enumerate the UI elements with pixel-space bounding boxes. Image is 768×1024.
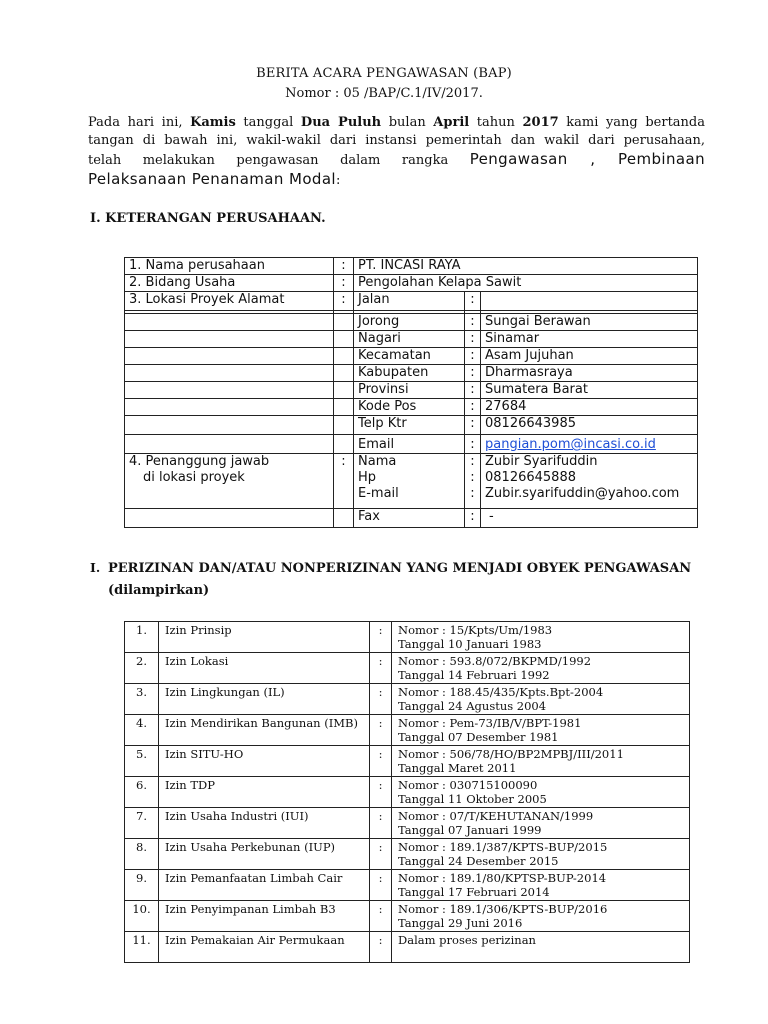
company-info-table <box>124 257 698 528</box>
permit-detail <box>392 746 690 777</box>
intro-month: April <box>433 115 470 130</box>
permit-nomor: Nomor : 593.8/072/BKPMD/1992 <box>398 654 592 668</box>
permit-detail <box>392 653 690 684</box>
permit-nomor: Dalam proses perizinan <box>398 933 536 947</box>
table-row: 4. Penanggung jawab di lokasi proyek : Nama Hp E-mail : : : Zubir Syarifuddin 08126645888 Zubir.syarifuddin@yahoo.com <box>125 454 698 509</box>
permit-tanggal: Tanggal 17 Februari 2014 <box>398 885 550 899</box>
permit-name: Izin SITU-HO <box>159 746 370 777</box>
section-2-number: I. <box>90 560 101 575</box>
permit-tanggal: Tanggal 07 Januari 1999 <box>398 823 542 837</box>
permit-name: Izin Usaha Perkebunan (IUP) <box>159 839 370 870</box>
permit-name: Izin Pemanfaatan Limbah Cair <box>159 870 370 901</box>
address-value: Sumatera Barat <box>481 382 698 399</box>
permit-detail <box>392 839 690 870</box>
permit-number: 3. <box>125 684 159 715</box>
table-row: Nagari : Sinamar <box>125 331 698 348</box>
permit-detail <box>392 932 690 963</box>
permit-detail <box>392 901 690 932</box>
responsible-label: 4. Penanggung jawab <box>129 454 270 469</box>
table-row <box>125 870 690 901</box>
permit-number: 7. <box>125 808 159 839</box>
intro-date: Dua Puluh <box>300 115 382 130</box>
table-row <box>125 746 690 777</box>
permit-detail <box>392 870 690 901</box>
table-row <box>125 932 690 963</box>
address-street-value <box>481 292 698 311</box>
intro-year: 2017 <box>522 115 559 130</box>
address-value: 27684 <box>481 399 698 416</box>
permit-nomor: Nomor : 188.45/435/Kpts.Bpt-2004 <box>398 685 604 699</box>
address-value: Sinamar <box>481 331 698 348</box>
company-email-link[interactable]: pangian.pom@incasi.co.id <box>485 437 656 452</box>
permit-separator: : <box>370 839 392 870</box>
permit-name: Izin Pemakaian Air Permukaan <box>159 932 370 963</box>
responsible-location-label: di lokasi proyek <box>143 470 245 485</box>
intro-line-3: telah melakukan pengawasan dalam rangka Pengawasan , Pembinaan <box>88 150 705 168</box>
table-row: 1. Nama perusahaan : PT. INCASI RAYA <box>125 258 698 275</box>
permit-number: 5. <box>125 746 159 777</box>
permits-table <box>124 621 690 963</box>
permit-separator: : <box>370 808 392 839</box>
responsible-phone: 08126645888 <box>485 470 576 485</box>
permit-detail <box>392 715 690 746</box>
address-value: Dharmasraya <box>481 365 698 382</box>
permit-tanggal: Tanggal 29 Juni 2016 <box>398 916 523 930</box>
address-value: Sungai Berawan <box>481 314 698 331</box>
permit-nomor: Nomor : 15/Kpts/Um/1983 <box>398 623 553 637</box>
document-title: BERITA ACARA PENGAWASAN (BAP) <box>256 66 512 81</box>
responsible-name: Zubir Syarifuddin <box>485 454 598 469</box>
address-value: 08126643985 <box>481 416 698 435</box>
intro-line-2: tangan di bawah ini, wakil-wakil dari instansi pemerintah dan wakil dari perusahaan, <box>88 133 705 148</box>
address-value: Asam Jujuhan <box>481 348 698 365</box>
table-row: Kabupaten : Dharmasraya <box>125 365 698 382</box>
permit-tanggal: Tanggal 14 Februari 1992 <box>398 668 550 682</box>
permit-number: 9. <box>125 870 159 901</box>
fax-value: - <box>481 509 698 528</box>
table-row: Kecamatan : Asam Jujuhan <box>125 348 698 365</box>
section-1-title: I. KETERANGAN PERUSAHAAN. <box>90 211 326 226</box>
table-row <box>125 777 690 808</box>
table-row <box>125 839 690 870</box>
permit-separator: : <box>370 870 392 901</box>
permit-tanggal: Tanggal 10 Januari 1983 <box>398 637 542 651</box>
table-row <box>125 715 690 746</box>
permit-separator: : <box>370 777 392 808</box>
permit-name: Izin Penyimpanan Limbah B3 <box>159 901 370 932</box>
permit-number: 2. <box>125 653 159 684</box>
table-row <box>125 901 690 932</box>
permit-separator: : <box>370 653 392 684</box>
table-row <box>125 684 690 715</box>
table-row: Email : pangian.pom@incasi.co.id <box>125 435 698 454</box>
permit-nomor: Nomor : 506/78/HO/BP2MPBJ/III/2011 <box>398 747 624 761</box>
permit-number: 11. <box>125 932 159 963</box>
section-2-title: PERIZINAN DAN/ATAU NONPERIZINAN YANG MENJADI OBYEK PENGAWASAN <box>108 561 692 576</box>
permit-detail <box>392 808 690 839</box>
table-row: Kode Pos : 27684 <box>125 399 698 416</box>
table-row: Jorong : Sungai Berawan <box>125 314 698 331</box>
table-row: 2. Bidang Usaha : Pengolahan Kelapa Sawit <box>125 275 698 292</box>
section-2-title-block <box>108 558 691 602</box>
permit-name: Izin Lingkungan (IL) <box>159 684 370 715</box>
permit-tanggal: Tanggal 24 Desember 2015 <box>398 854 559 868</box>
permit-number: 6. <box>125 777 159 808</box>
permit-number: 8. <box>125 839 159 870</box>
intro-line-1: Pada hari ini, Kamis tanggal Dua Puluh bulan April tahun 2017 kami yang bertanda <box>88 115 705 130</box>
permit-name: Izin Usaha Industri (IUI) <box>159 808 370 839</box>
permit-name: Izin Lokasi <box>159 653 370 684</box>
section-2-subtitle: (dilampirkan) <box>108 583 210 598</box>
company-name-value: PT. INCASI RAYA <box>354 258 698 275</box>
permit-tanggal: Tanggal 11 Oktober 2005 <box>398 792 547 806</box>
permit-separator: : <box>370 622 392 653</box>
table-row <box>125 622 690 653</box>
table-row: Fax : - <box>125 509 698 528</box>
permit-number: 1. <box>125 622 159 653</box>
permit-tanggal: Tanggal Maret 2011 <box>398 761 517 775</box>
permit-nomor: Nomor : 030715100090 <box>398 778 538 792</box>
company-name-label: 1. Nama perusahaan <box>125 258 334 275</box>
business-field-label: 2. Bidang Usaha <box>125 275 334 292</box>
business-field-value: Pengolahan Kelapa Sawit <box>354 275 698 292</box>
permit-nomor: Nomor : 07/T/KEHUTANAN/1999 <box>398 809 594 823</box>
document-number: Nomor : 05 /BAP/C.1/IV/2017. <box>285 86 483 101</box>
permit-name: Izin Mendirikan Bangunan (IMB) <box>159 715 370 746</box>
permit-detail <box>392 777 690 808</box>
permit-nomor: Nomor : 189.1/306/KPTS-BUP/2016 <box>398 902 608 916</box>
permit-separator: : <box>370 901 392 932</box>
table-row <box>125 653 690 684</box>
intro-paragraph <box>88 114 705 190</box>
permit-tanggal: Tanggal 24 Agustus 2004 <box>398 699 547 713</box>
responsible-email: Zubir.syarifuddin@yahoo.com <box>485 486 680 501</box>
permit-detail <box>392 622 690 653</box>
table-row: Telp Ktr : 08126643985 <box>125 416 698 435</box>
permit-nomor: Nomor : 189.1/80/KPTSP-BUP-2014 <box>398 871 607 885</box>
permit-name: Izin TDP <box>159 777 370 808</box>
permit-tanggal: Tanggal 07 Desember 1981 <box>398 730 559 744</box>
table-row: Provinsi : Sumatera Barat <box>125 382 698 399</box>
permit-separator: : <box>370 715 392 746</box>
permit-separator: : <box>370 684 392 715</box>
address-sub-label: Jalan <box>354 292 465 311</box>
permit-nomor: Nomor : Pem-73/IB/V/BPT-1981 <box>398 716 582 730</box>
permit-number: 10. <box>125 901 159 932</box>
permit-separator: : <box>370 746 392 777</box>
permit-name: Izin Prinsip <box>159 622 370 653</box>
permit-nomor: Nomor : 189.1/387/KPTS-BUP/2015 <box>398 840 608 854</box>
intro-day: Kamis <box>190 115 236 130</box>
intro-line-4: Pelaksanaan Penanaman Modal: <box>88 170 341 188</box>
location-label: 3. Lokasi Proyek Alamat <box>125 292 334 311</box>
permit-separator: : <box>370 932 392 963</box>
permit-number: 4. <box>125 715 159 746</box>
table-row: 3. Lokasi Proyek Alamat : Jalan : <box>125 292 698 311</box>
document-title-block <box>0 64 768 104</box>
table-row <box>125 808 690 839</box>
permit-detail <box>392 684 690 715</box>
